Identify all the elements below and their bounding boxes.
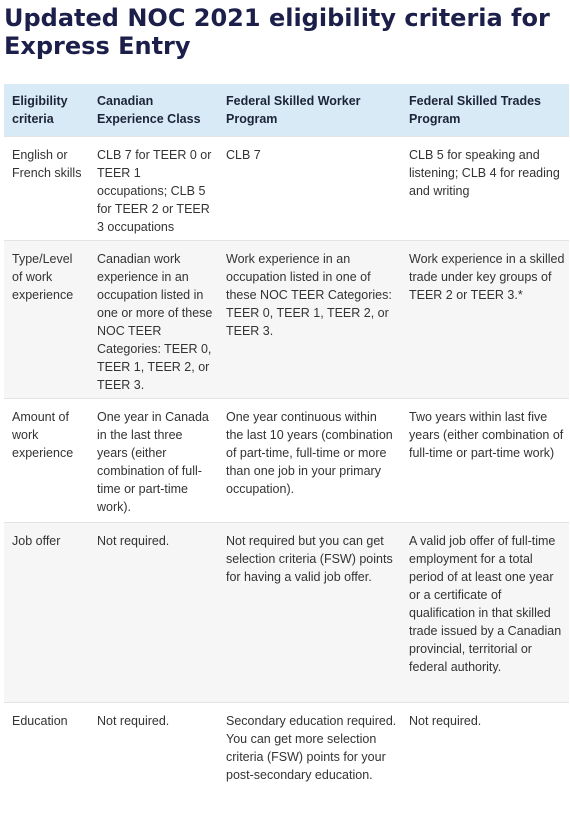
header-federal-skilled-worker: Federal Skilled Worker Program xyxy=(218,84,401,137)
row-criterion: English or French skills xyxy=(4,137,89,241)
table-row xyxy=(4,399,569,523)
eligibility-table xyxy=(4,84,569,808)
cell-cec: Not required. xyxy=(89,703,218,809)
cell-fsw: One year continuous within the last 10 years (combination of part-time, full-time or more than one job in your primary occupation). xyxy=(218,399,401,523)
row-criterion: Education xyxy=(4,703,89,809)
cell-cec: CLB 7 for TEER 0 or TEER 1 occupations; CLB 5 for TEER 2 or TEER 3 occupations xyxy=(89,137,218,241)
page-title: Updated NOC 2021 eligibility criteria for Express Entry xyxy=(4,4,550,60)
cell-fst: Work experience in a skilled trade under key groups of TEER 2 or TEER 3.* xyxy=(401,241,569,399)
row-criterion: Type/Level of work experience xyxy=(4,241,89,399)
cell-fsw: Not required but you can get selection criteria (FSW) points for having a valid job offer. xyxy=(218,523,401,703)
row-criterion: Amount of work experience xyxy=(4,399,89,523)
table-row xyxy=(4,523,569,703)
table-row xyxy=(4,137,569,241)
cell-fst: Not required. xyxy=(401,703,569,809)
cell-cec: One year in Canada in the last three years (either combination of full-time or part-time work). xyxy=(89,399,218,523)
cell-cec: Canadian work experience in an occupation listed in one or more of these NOC TEER Categories: TEER 0, TEER 1, TEER 2, or TEER 3. xyxy=(89,241,218,399)
header-eligibility-criteria: Eligibility criteria xyxy=(4,84,89,137)
cell-cec: Not required. xyxy=(89,523,218,703)
header-federal-skilled-trades: Federal Skilled Trades Program xyxy=(401,84,569,137)
row-criterion: Job offer xyxy=(4,523,89,703)
cell-fst: Two years within last five years (either combination of full-time or part-time work) xyxy=(401,399,569,523)
cell-fsw: Secondary education required. You can get more selection criteria (FSW) points for your post-secondary education. xyxy=(218,703,401,809)
table-header-row xyxy=(4,84,569,137)
table-row xyxy=(4,703,569,809)
header-canadian-experience-class: Canadian Experience Class xyxy=(89,84,218,137)
table-row xyxy=(4,241,569,399)
cell-fsw: Work experience in an occupation listed in one of these NOC TEER Categories: TEER 0, TEER 1, TEER 2, or TEER 3. xyxy=(218,241,401,399)
cell-fsw: CLB 7 xyxy=(218,137,401,241)
cell-fst: A valid job offer of full-time employment for a total period of at least one year or a certificate of qualification in that skilled trade issued by a Canadian provincial, territorial or federal authority. xyxy=(401,523,569,703)
cell-fst: CLB 5 for speaking and listening; CLB 4 for reading and writing xyxy=(401,137,569,241)
